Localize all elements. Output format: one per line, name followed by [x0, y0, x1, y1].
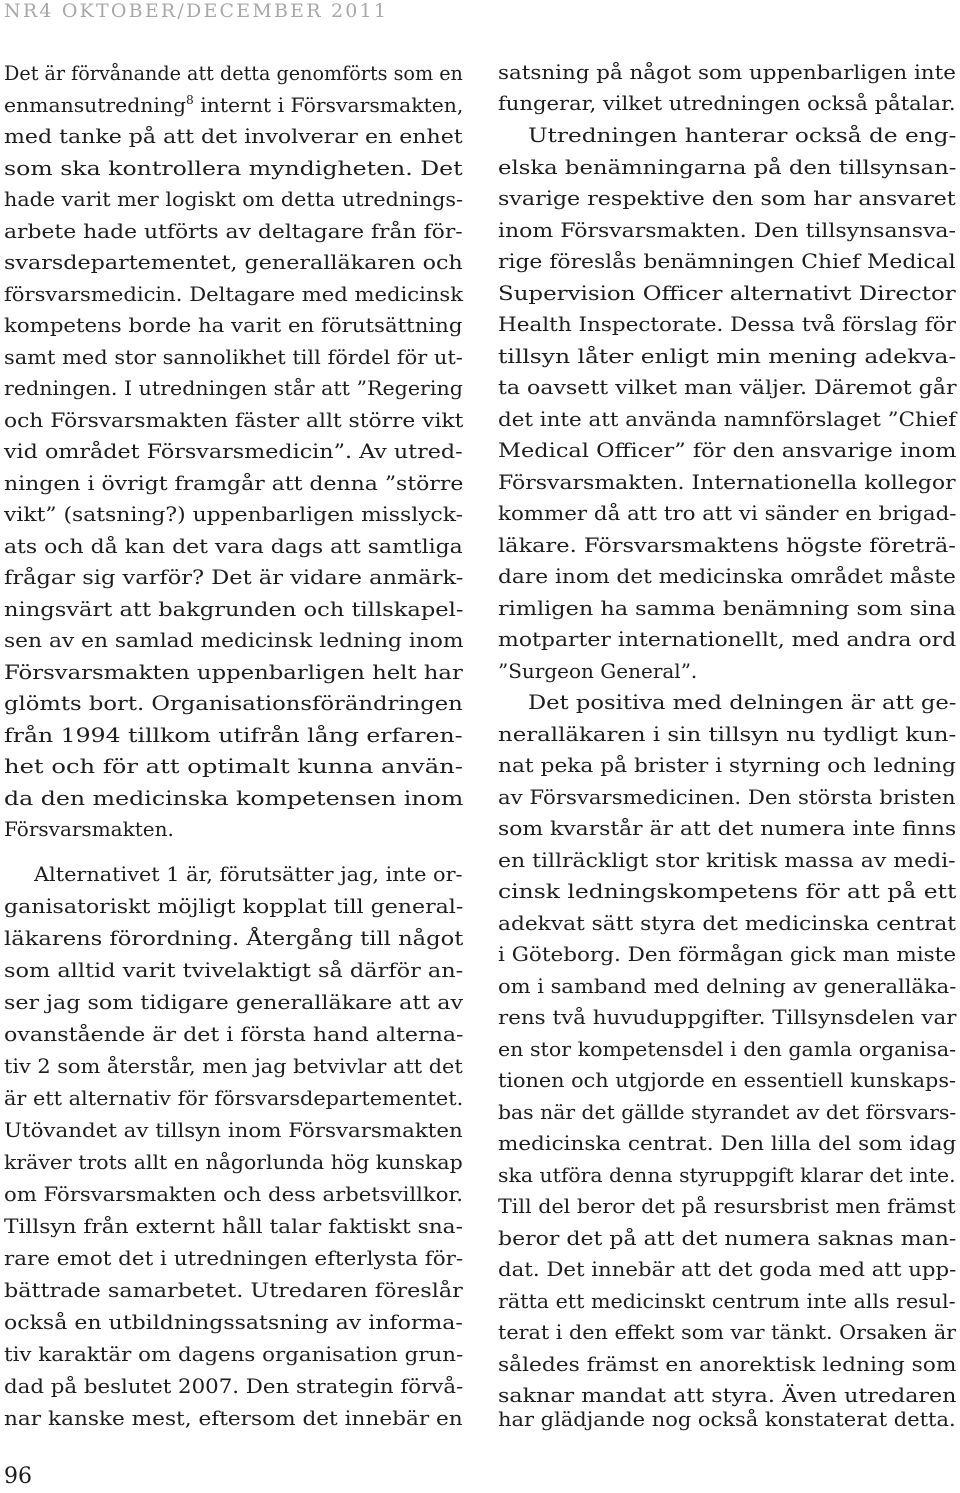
page-number: 96 [4, 1464, 32, 1489]
text-line: som kvarstår är att det numera inte finns [498, 816, 957, 840]
text-line: Försvarsmakten uppenbarligen helt har [4, 660, 463, 684]
text-line: Till del beror det på resursbrist men främst [498, 1194, 956, 1218]
text-line: Det positiva med delningen är att ge- [528, 690, 957, 714]
text-line: glömts bort. Organisationsförändringen [4, 691, 463, 715]
text-line: da den medicinska kompetensen inom [4, 786, 464, 810]
text-line: om i samband med delning av generalläka- [498, 974, 957, 998]
text-line: en stor kompetensdel i den gamla organisa- [498, 1037, 957, 1061]
text-line: terat i den effekt som var tänkt. Orsaken är [498, 1320, 957, 1344]
text-line: läkarens förordning. Återgång till något [4, 926, 464, 950]
text-line: en tillräckligt stor kritisk massa av medi- [498, 848, 956, 872]
text-line: hade varit mer logiskt om detta utrednings- [4, 187, 463, 211]
text-line: av Försvarsmedicinen. Den största bristen [498, 785, 956, 809]
text-line: ta oavsett vilket man väljer. Däremot går [498, 375, 957, 399]
text-line: som alltid varit tvivelaktigt så därför an- [4, 958, 464, 982]
text-line: Försvarsmakten. [4, 817, 174, 841]
text-line: saknar mandat att styra. Även utredaren [498, 1383, 957, 1407]
text-line: vikt” (satsning?) uppenbarligen misslyck- [4, 502, 464, 526]
text-line: medicinska centrat. Den lilla del som idag [498, 1131, 957, 1155]
text-line: dad på beslutet 2007. Den strategin förvå- [4, 1374, 464, 1398]
text-line: ningen i övrigt framgår att denna ”större [4, 471, 464, 495]
text-line: rare emot det i utredningen efterlysta för- [4, 1246, 464, 1270]
text-line: svarige respektive den som har ansvaret [498, 186, 956, 210]
text-line: sen av en samlad medicinsk ledning inom [4, 628, 464, 652]
text-line: kompetens borde ha varit en förutsättning [4, 313, 463, 337]
text-line: Det är förvånande att detta genomförts som en [4, 61, 463, 85]
text-line: rige föreslås benämningen Chief Medical [498, 249, 956, 273]
text-line: vid området Försvarsmedicin”. Av utred- [4, 439, 463, 463]
text-line: kräver trots allt en någorlunda hög kunskap [4, 1150, 463, 1174]
text-line: Försvarsmakten. Internationella kollegor [498, 470, 956, 494]
text-line: och Försvarsmakten fäster allt större vikt [4, 408, 464, 432]
text-line: Health Inspectorate. Dessa två förslag för [498, 312, 956, 336]
text-line: således främst en anorektisk ledning som [498, 1352, 957, 1376]
text-line: har glädjande nog också konstaterat detta. [498, 1407, 956, 1431]
text-line: tionen och utgjorde en essentiell kunskaps- [498, 1068, 957, 1092]
text-line: neralläkaren i sin tillsyn nu tydligt kun- [498, 722, 957, 746]
text-line: är ett alternativ för försvarsdepartementet. [4, 1086, 464, 1110]
text-line: ats och då kan det vara dags att samtliga [4, 534, 463, 558]
text-line: elska benämningarna på den tillsynsan- [498, 155, 957, 179]
text-line: adekvat sätt styra det medicinska centrat [498, 911, 957, 935]
text-line: också en utbildningssatsning av informa- [4, 1310, 463, 1334]
text-line: försvarsmedicin. Deltagare med medicinsk [4, 282, 464, 306]
text-line: rätta ett medicinskt centrum inte alls resul- [498, 1289, 956, 1313]
text-line: tiv karaktär om dagens organisation grun- [4, 1342, 464, 1366]
text-line: ”Surgeon General”. [498, 659, 698, 683]
text-line: rens två huvuduppgifter. Tillsynsdelen var [498, 1005, 957, 1029]
text-line: nar kanske mest, eftersom det innebär en [4, 1406, 463, 1430]
text-line: ganisatoriskt möjligt kopplat till general- [4, 894, 464, 918]
text-line: tillsyn låter enligt min mening adekva- [498, 344, 957, 368]
text-line: Utredningen hanterar också de eng- [528, 123, 957, 147]
text-line: samt med stor sannolikhet till fördel för ut- [4, 345, 463, 369]
text-line: i Göteborg. Den förmågan gick man miste [498, 942, 957, 966]
text-line: Utövandet av tillsyn inom Försvarsmakten [4, 1118, 463, 1142]
text-line: satsning på något som uppenbarligen inte [498, 60, 956, 84]
text-line: bas när det gällde styrandet av det försvars- [498, 1100, 957, 1124]
text-line: från 1994 tillkom utifrån lång erfaren- [4, 723, 463, 747]
text-line: med tanke på att det involverar en enhet [4, 124, 463, 148]
text-line: Tillsyn från externt håll talar faktiskt sna- [4, 1214, 463, 1238]
text-line: svarsdepartementet, generalläkaren och [4, 250, 463, 274]
text-line: enmansutredning$^8$ internt i Försvarsmakten, [4, 93, 464, 117]
text-line: kommer då att tro att vi sänder en brigad- [498, 501, 957, 525]
text-line: som ska kontrollera myndigheten. Det [4, 156, 463, 180]
text-line: inom Försvarsmakten. Den tillsynsansva- [498, 218, 956, 242]
text-line: Supervision Officer alternativt Director [498, 281, 956, 305]
footnote-reference: 8 [186, 93, 194, 107]
text-line: tiv 2 som återstår, men jag betvivlar att det [4, 1054, 463, 1078]
text-line: motparter internationellt, med andra ord [498, 627, 957, 651]
text-line: fungerar, vilket utredningen också påtalar. [498, 91, 956, 115]
text-line: arbete hade utförts av deltagare från för- [4, 219, 463, 243]
text-line: cinsk ledningskompetens för att på ett [498, 879, 957, 903]
text-line: läkare. Försvarsmaktens högste företrä- [498, 533, 956, 557]
text-line: bättrade samarbetet. Utredaren föreslår [4, 1278, 463, 1302]
text-line: ovanstående är det i första hand alterna- [4, 1022, 464, 1046]
text-line: Alternativet 1 är, förutsätter jag, inte or- [34, 862, 463, 886]
text-line: om Försvarsmakten och dess arbetsvillkor. [4, 1182, 463, 1206]
text-line: Medical Officer” för den ansvarige inom [498, 438, 957, 462]
text-line: det inte att använda namnförslaget ”Chief [498, 407, 957, 431]
text-line: frågar sig varför? Det är vidare anmärk- [4, 565, 464, 589]
text-line: ser jag som tidigare generalläkare att av [4, 990, 463, 1014]
running-header: NR4 OKTOBER/DECEMBER 2011 [4, 0, 389, 22]
text-line: redningen. I utredningen står att ”Regering [4, 376, 463, 400]
text-line: beror det på att det numera saknas man- [498, 1226, 957, 1250]
text-line: rimligen ha samma benämning som sina [498, 596, 956, 620]
text-line: dare inom det medicinska området måste [498, 564, 956, 588]
text-line: nat peka på brister i styrning och ledning [498, 753, 956, 777]
text-line: het och för att optimalt kunna använ- [4, 754, 463, 778]
text-line: dat. Det innebär att det goda med att upp- [498, 1257, 957, 1281]
text-line: ningsvärt att bakgrunden och tillskapel- [4, 597, 464, 621]
text-line: ska utföra denna styruppgift klarar det inte. [498, 1163, 956, 1187]
